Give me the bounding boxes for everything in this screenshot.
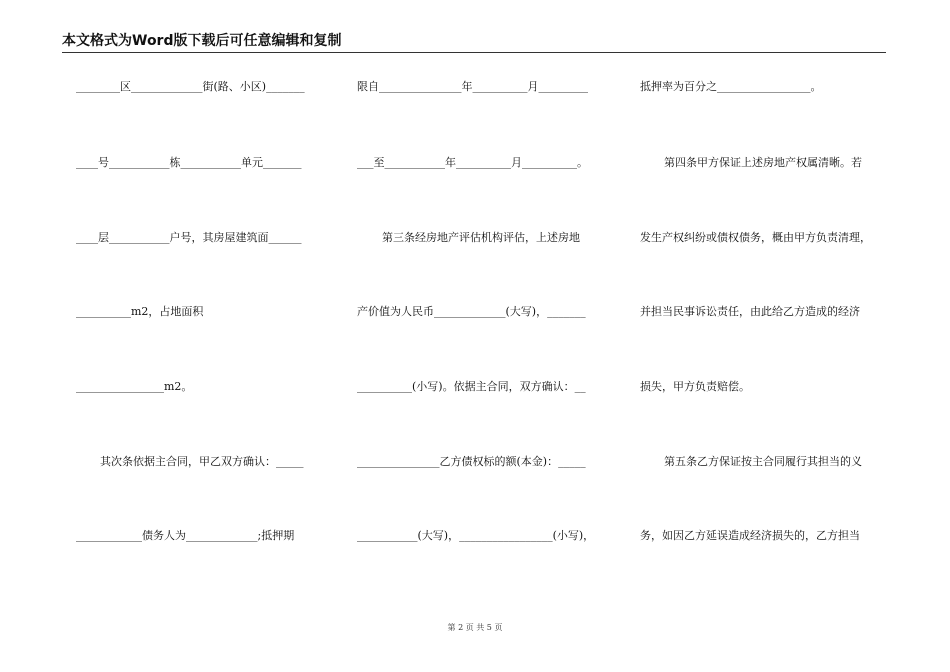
col3-line-5: 损失，甲方负责赔偿。 [640, 380, 750, 393]
col1-line-3: ____层___________户号，其房屋建筑面______ [76, 231, 302, 244]
col3-line-1: 抵押率为百分之_________________。 [640, 80, 822, 93]
col1-line-1: ________区_____________街(路、小区)_______ [76, 80, 305, 93]
document-header-title: 本文格式为Word版下载后可任意编辑和复制 [62, 33, 342, 49]
col2-line-2: ___至___________年__________月__________。 [357, 156, 588, 169]
col2-line-6: _______________乙方债权标的额(本金)：_____ [357, 455, 586, 468]
col2-line-7: ___________(大写)，_________________(小写)， [357, 529, 595, 542]
col3-line-4: 并担当民事诉讼责任，由此给乙方造成的经济 [640, 305, 860, 318]
col2-line-1: 限自_______________年__________月_________ [357, 80, 588, 93]
col3-line-3: 发生产权纠纷或债权债务，概由甲方负责清理， [640, 231, 871, 244]
col3-line-2: 第四条甲方保证上述房地产权属清晰。若 [664, 156, 862, 169]
col1-line-6: 其次条依据主合同，甲乙双方确认：_____ [100, 455, 304, 468]
col3-line-6: 第五条乙方保证按主合同履行其担当的义 [664, 455, 862, 468]
col1-line-2: ____号___________栋___________单元_______ [76, 156, 302, 169]
col2-line-5: __________(小写)。依据主合同，双方确认：__ [357, 380, 586, 393]
header-divider [62, 52, 886, 53]
col1-line-4: __________m2，占地面积 [76, 305, 204, 318]
page-number-footer: 第 2 页 共 5 页 [447, 623, 503, 632]
col3-line-7: 务，如因乙方延误造成经济损失的，乙方担当 [640, 529, 860, 542]
col2-line-3: 第三条经房地产评估机构评估，上述房地 [382, 231, 580, 244]
col2-line-4: 产价值为人民币_____________(大写)，_______ [357, 305, 586, 318]
col1-line-5: ________________m2。 [76, 380, 193, 393]
col1-line-7: ____________债务人为_____________;抵押期 [76, 529, 295, 542]
